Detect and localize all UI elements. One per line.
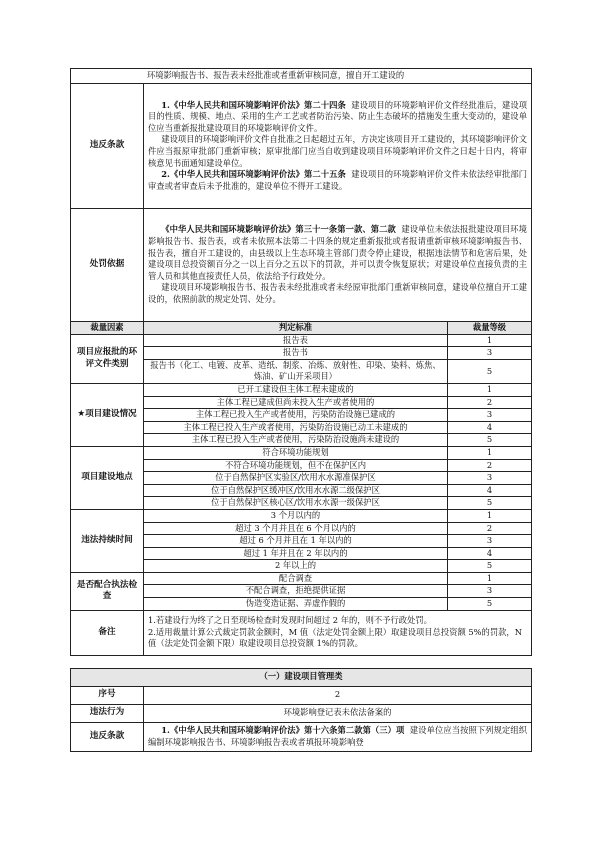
top-row: [71, 69, 532, 84]
standard-cell: 配合调查: [144, 572, 448, 585]
level-cell: 3: [448, 347, 532, 360]
remark-line-1: 1.若建设行为终了之日至现场检查时发现时间超过 2 年的，则不予行政处罚。: [148, 615, 432, 626]
table-header: [71, 322, 532, 335]
illegal-act-text: 环境影响报告书、报告表未经批准或者重新审核同意，擅自开工建设的: [71, 69, 532, 84]
table-row: [71, 572, 532, 585]
level-cell: 5: [448, 497, 532, 510]
violation-content: [144, 84, 532, 209]
standard-cell: 伪造变造证据、弄虚作假的: [144, 598, 448, 611]
factor-label: ★项目建设情况: [71, 383, 144, 446]
violation-row: [71, 84, 532, 209]
law-ref-31-clause: 第三十一条第一款、第二款: [295, 224, 396, 235]
header-factor: 裁量因素: [71, 322, 144, 335]
standard-cell: 主体工程已投入生产或者使用，污染防治设施尚未建设的: [144, 434, 448, 447]
act-value: 环境影响登记表未依法备案的: [144, 704, 532, 722]
clause-text: 建设单位应当按照下列规定组织编制环境影响报告书、环境影响报告表或者填报环境影响登: [148, 725, 528, 747]
standard-cell: 超过 1 年并且在 2 年以内的: [144, 547, 448, 560]
standard-cell: 不配合调查，拒绝提供证据: [144, 585, 448, 598]
standard-cell: 主体工程已投入生产或者使用，污染防治设施已动工未建成的: [144, 421, 448, 434]
standard-cell: 不符合环境功能规划，但不在保护区内: [144, 459, 448, 472]
level-cell: 1: [448, 383, 532, 396]
factor-label: 项目建设地点: [71, 446, 144, 509]
law-ref-24: 1.《中华人民共和国环境影响评价法》第二十四条: [161, 99, 346, 110]
standard-cell: 2 年以上的: [144, 560, 448, 573]
factor-label: 违法持续时间: [71, 509, 144, 572]
seq-value: 2: [144, 686, 532, 704]
law-text-24-2: 建设项目的环境影响评价文件自批准之日起超过五年，方决定该项目开工建设的，其环境影响评价文件应当报原审批部门重新审核；原审批部门应当自收到建设项目环境影响评价文件之日起十日内，将审核意见书面通知建设单位。: [148, 134, 527, 168]
standard-cell: 位于自然保护区缓冲区/饮用水水源二级保护区: [144, 484, 448, 497]
law-text-24: 建设项目的环境影响评价文件经批准后，建设项目的性质、规模、地点、采用的生产工艺或者防治污染、防止生态破坏的措施发生重大变动的，建设单位应当重新报批建设项目的环境影响评价文件。: [148, 99, 527, 133]
level-cell: 4: [448, 547, 532, 560]
law-ref-25: 2.《中华人民共和国环境影响评价法》第二十五条: [161, 169, 346, 180]
section-2-title: （一）建设项目管理类: [71, 668, 532, 686]
standard-cell: 报告书: [144, 347, 448, 360]
level-cell: 5: [448, 359, 532, 383]
standard-cell: 3 个月以内的: [144, 509, 448, 522]
standard-cell: 报告书（化工、电镀、皮革、造纸、制浆、冶炼、放射性、印染、染料、炼焦、炼油、矿山开采项目）: [144, 359, 448, 383]
clause-content: [144, 722, 532, 751]
penalty-content: [144, 209, 532, 322]
violation-label: 违反条款: [71, 84, 144, 209]
level-cell: 2: [448, 459, 532, 472]
document-page: [70, 68, 531, 752]
level-cell: 4: [448, 421, 532, 434]
standard-cell: 符合环境功能规划: [144, 446, 448, 459]
level-cell: 2: [448, 396, 532, 409]
discretion-groups: [71, 334, 532, 610]
law-text-25: 建设项目的环境影响评价文件未依法经审批部门审查或者审查后未予批准的，建设单位不得开工建设。: [148, 169, 527, 191]
level-cell: 3: [448, 585, 532, 598]
law-ref-31: 《中华人民共和国环境影响评价法》: [161, 224, 296, 235]
remark-line-2: 2.适用裁量计算公式裁定罚款金额时，M 值（法定处罚金额上限）取建设项目总投资额 5%的罚款，N 值（法定处罚金额下限）取建设项目总投资额 1%的罚款。: [148, 626, 522, 649]
header-standard: 判定标准: [144, 322, 448, 335]
law-text-31-2: 建设项目环境影响报告书、报告表未经批准或者未经原审批部门重新审核同意，建设单位擅自开工建设的，依照前款的规定处罚、处分。: [148, 282, 527, 304]
level-cell: 5: [448, 560, 532, 573]
clause-row: [71, 722, 532, 751]
standard-cell: 超过 6 个月并且在 1 年以内的: [144, 535, 448, 548]
factor-label: 项目应报批的环评文件类别: [71, 334, 144, 383]
standard-cell: 超过 3 个月并且在 6 个月以内的: [144, 522, 448, 535]
act-row: [71, 704, 532, 722]
clause-label: 违反条款: [71, 722, 144, 751]
table-row: [71, 509, 532, 522]
section-2-table: [70, 668, 532, 752]
table-row: [71, 334, 532, 347]
level-cell: 1: [448, 509, 532, 522]
standard-cell: 报告表: [144, 334, 448, 347]
factor-label: 是否配合执法检查: [71, 572, 144, 610]
header-level: 裁量等级: [448, 322, 532, 335]
level-cell: 2: [448, 522, 532, 535]
seq-label: 序号: [71, 686, 144, 704]
penalty-label: 处罚依据: [71, 209, 144, 322]
penalty-row: [71, 209, 532, 322]
standard-cell: 已开工建设但主体工程未建成的: [144, 383, 448, 396]
act-label: 违法行为: [71, 704, 144, 722]
level-cell: 3: [448, 535, 532, 548]
level-cell: 5: [448, 598, 532, 611]
remarks-label: 备注: [71, 610, 144, 655]
remarks-row: [71, 610, 532, 655]
table-row: [71, 383, 532, 396]
remarks-content: [144, 610, 532, 655]
table-row: [71, 446, 532, 459]
level-cell: 1: [448, 334, 532, 347]
level-cell: 1: [448, 572, 532, 585]
level-cell: 3: [448, 409, 532, 422]
level-cell: 5: [448, 434, 532, 447]
standard-cell: 位于自然保护区核心区/饮用水水源一级保护区: [144, 497, 448, 510]
discretion-table: [70, 68, 532, 656]
law-text-31: 建设单位未依法报批建设项目环境影响报告书、报告表，或者未依照本法第二十四条的规定重新报批或者报请重新审核环境影响报告书、报告表，擅自开工建设的，由县级以上生态环境主管部门责令停止建设，根据违法情节和危害后果，处建设项目总投资额百分之一以上百分之五以下的罚款，并可以责令恢复原状；对建设单位直接负责的主管人员和其他直接责任人员，依法给予行政处分。: [148, 224, 527, 281]
section-2-header: [71, 668, 532, 686]
standard-cell: 主体工程已投入生产或者使用，污染防治设施已建成的: [144, 409, 448, 422]
clause-ref: 1.《中华人民共和国环境影响评价法》第十六条第二款第（三）项: [161, 725, 405, 736]
level-cell: 1: [448, 446, 532, 459]
standard-cell: 主体工程已建成但尚未投入生产或者使用的: [144, 396, 448, 409]
seq-row: [71, 686, 532, 704]
level-cell: 4: [448, 484, 532, 497]
standard-cell: 位于自然保护区实验区/饮用水水源准保护区: [144, 472, 448, 485]
level-cell: 3: [448, 472, 532, 485]
